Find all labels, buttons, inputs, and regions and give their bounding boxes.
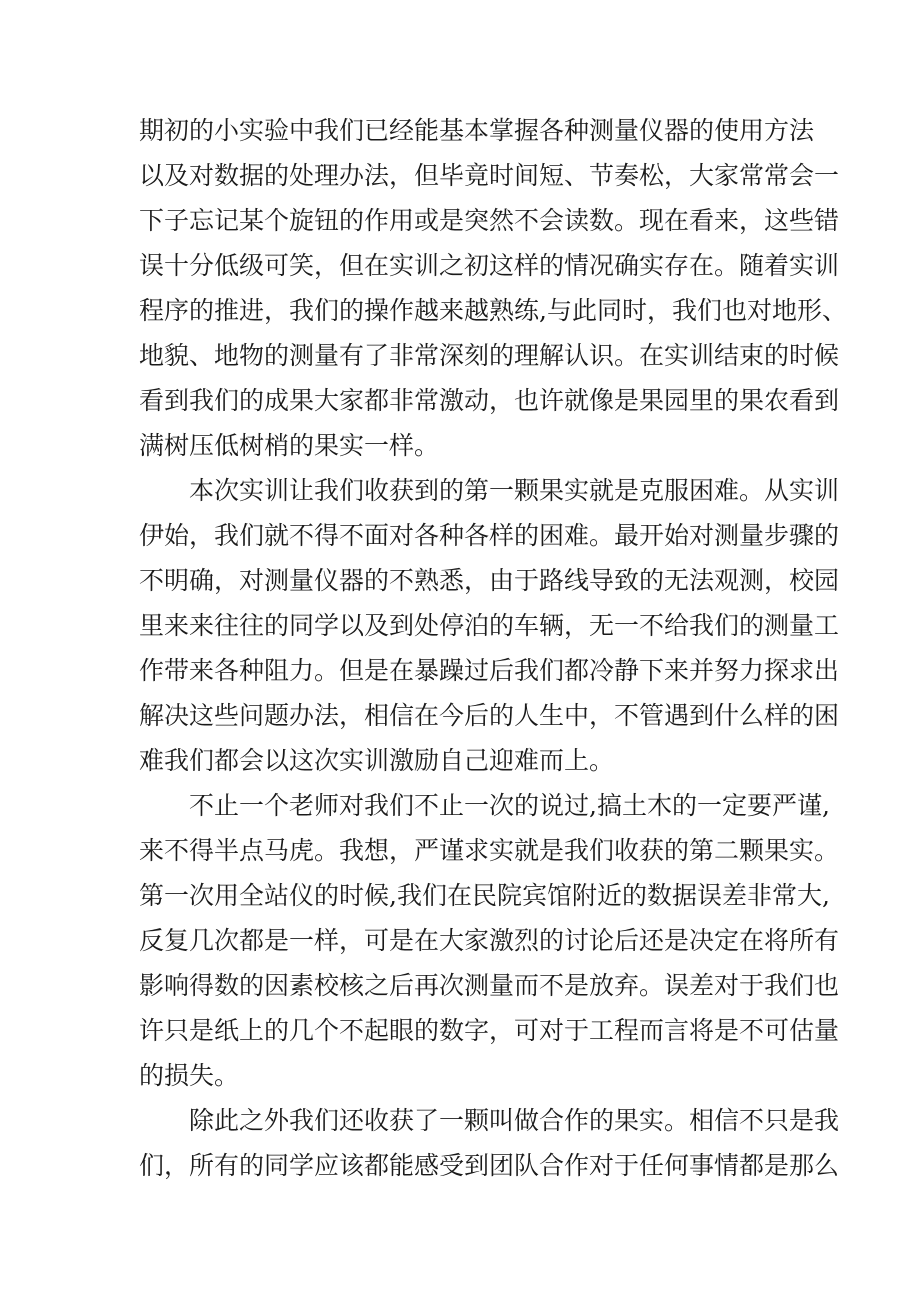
text-line: 第一次用全站仪的时候,我们在民院宾馆附近的数据误差非常大, [139,881,830,910]
text-line: 许只是纸上的几个不起眼的数字，可对于工程而言将是不可估量 [139,1016,840,1045]
text-line: 伊始，我们就不得不面对各种各样的困难。最开始对测量步骤的 [139,521,840,550]
text-line: 的损失。 [139,1061,240,1090]
paragraph-first-line: 除此之外我们还收获了一颗叫做合作的果实。相信不只是我 [189,1106,840,1135]
text-line: 来不得半点马虎。我想，严谨求实就是我们收获的第二颗果实。 [139,836,840,865]
text-line: 影响得数的因素校核之后再次测量而不是放弃。误差对于我们也 [139,971,840,1000]
text-line: 下子忘记某个旋钮的作用或是突然不会读数。现在看来，这些错 [139,206,840,235]
text-line: 看到我们的成果大家都非常激动，也许就像是果园里的果农看到 [139,386,840,415]
text-line: 误十分低级可笑，但在实训之初这样的情况确实存在。随着实训 [139,251,840,280]
text-line: 程序的推进，我们的操作越来越熟练,与此同时，我们也对地形、 [139,296,847,325]
text-line: 解决这些问题办法，相信在今后的人生中，不管遇到什么样的困 [139,701,840,730]
text-line: 期初的小实验中我们已经能基本掌握各种测量仪器的使用方法 [139,116,815,145]
text-line: 反复几次都是一样，可是在大家激烈的讨论后还是决定在将所有 [139,926,840,955]
text-line: 不明确，对测量仪器的不熟悉，由于路线导致的无法观测，校园 [139,566,840,595]
text-line: 作带来各种阻力。但是在暴躁过后我们都冷静下来并努力探求出 [139,656,840,685]
text-line: 地貌、地物的测量有了非常深刻的理解认识。在实训结束的时候 [139,341,840,370]
text-line: 满树压低树梢的果实一样。 [139,431,440,460]
text-line: 里来来往往的同学以及到处停泊的车辆，无一不给我们的测量工 [139,611,840,640]
text-line: 难我们都会以这次实训激励自己迎难而上。 [139,746,615,775]
text-line: 以及对数据的处理办法，但毕竟时间短、节奏松，大家常常会一 [139,161,840,190]
paragraph-first-line: 本次实训让我们收获到的第一颗果实就是克服困难。从实训 [189,476,840,505]
text-line: 们，所有的同学应该都能感受到团队合作对于任何事情都是那么 [139,1151,840,1180]
paragraph-first-line: 不止一个老师对我们不止一次的说过,搞土木的一定要严谨, [189,791,830,820]
